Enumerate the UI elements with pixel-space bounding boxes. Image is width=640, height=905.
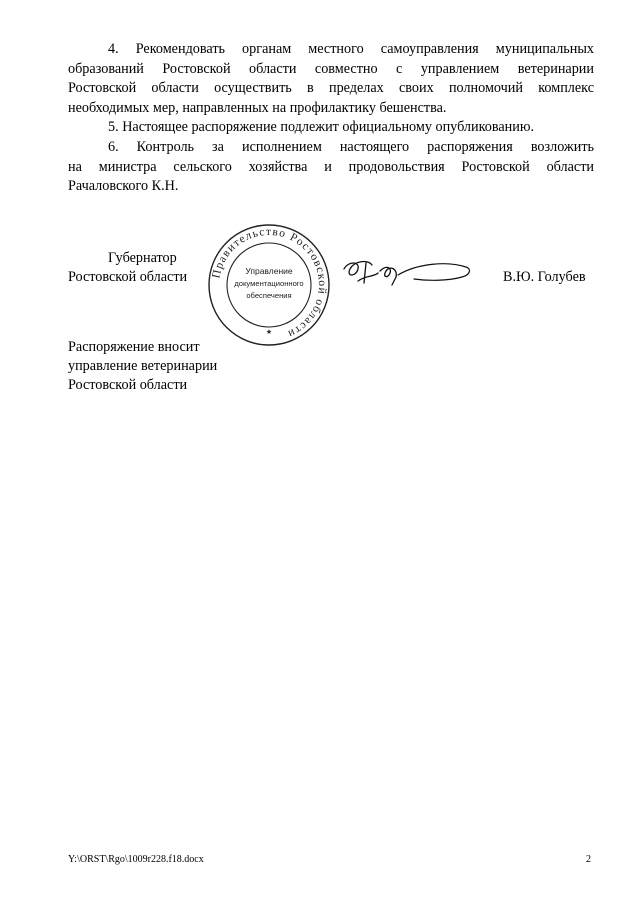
paragraph-5 <box>68 118 594 138</box>
seal-inner-line: Управление <box>245 266 293 276</box>
seal-outer-text: Правительство Ростовской области <box>210 225 329 341</box>
governor-title <box>68 249 187 287</box>
sender-line: Распоряжение вносит <box>68 339 200 355</box>
footer-file-path: Y:\ORST\Rgo\1009r228.f18.docx <box>68 854 204 865</box>
sender-line: Ростовской области <box>68 377 188 393</box>
paragraph-line: 6. Контроль за исполнением настоящего распоряжения возложить <box>108 139 594 155</box>
sender-line: управление ветеринарии <box>68 358 218 374</box>
sender-note <box>68 338 217 395</box>
seal-inner-line: обеспечения <box>246 291 292 300</box>
paragraph-line: 4. Рекомендовать органам местного самоуправления муниципальных <box>108 41 594 57</box>
paragraph-line: на министра сельского хозяйства и продовольствия Ростовской области <box>68 158 594 175</box>
official-seal <box>206 222 332 348</box>
seal-star-icon: ★ <box>265 328 273 336</box>
governor-name: В.Ю. Голубев <box>503 269 586 285</box>
paragraph-6 <box>68 138 594 197</box>
governor-title-line1: Губернатор <box>108 250 177 266</box>
governor-title-line2: Ростовской области <box>68 269 188 285</box>
paragraph-line: Рачаловского К.Н. <box>68 178 179 195</box>
paragraph-line: 5. Настоящее распоряжение подлежит официальному опубликованию. <box>108 119 535 135</box>
paragraph-4 <box>68 40 594 118</box>
paragraph-line: образований Ростовской области совместно с управлением ветеринарии <box>68 60 594 77</box>
handwritten-signature <box>338 255 478 291</box>
paragraph-line: Ростовской области осуществить в пределах своих полномочий комплекс <box>68 80 594 97</box>
seal-inner-line: документационного <box>234 279 304 288</box>
paragraph-line: необходимых мер, направленных на профилактику бешенства. <box>68 99 447 116</box>
page-number: 2 <box>586 854 591 865</box>
